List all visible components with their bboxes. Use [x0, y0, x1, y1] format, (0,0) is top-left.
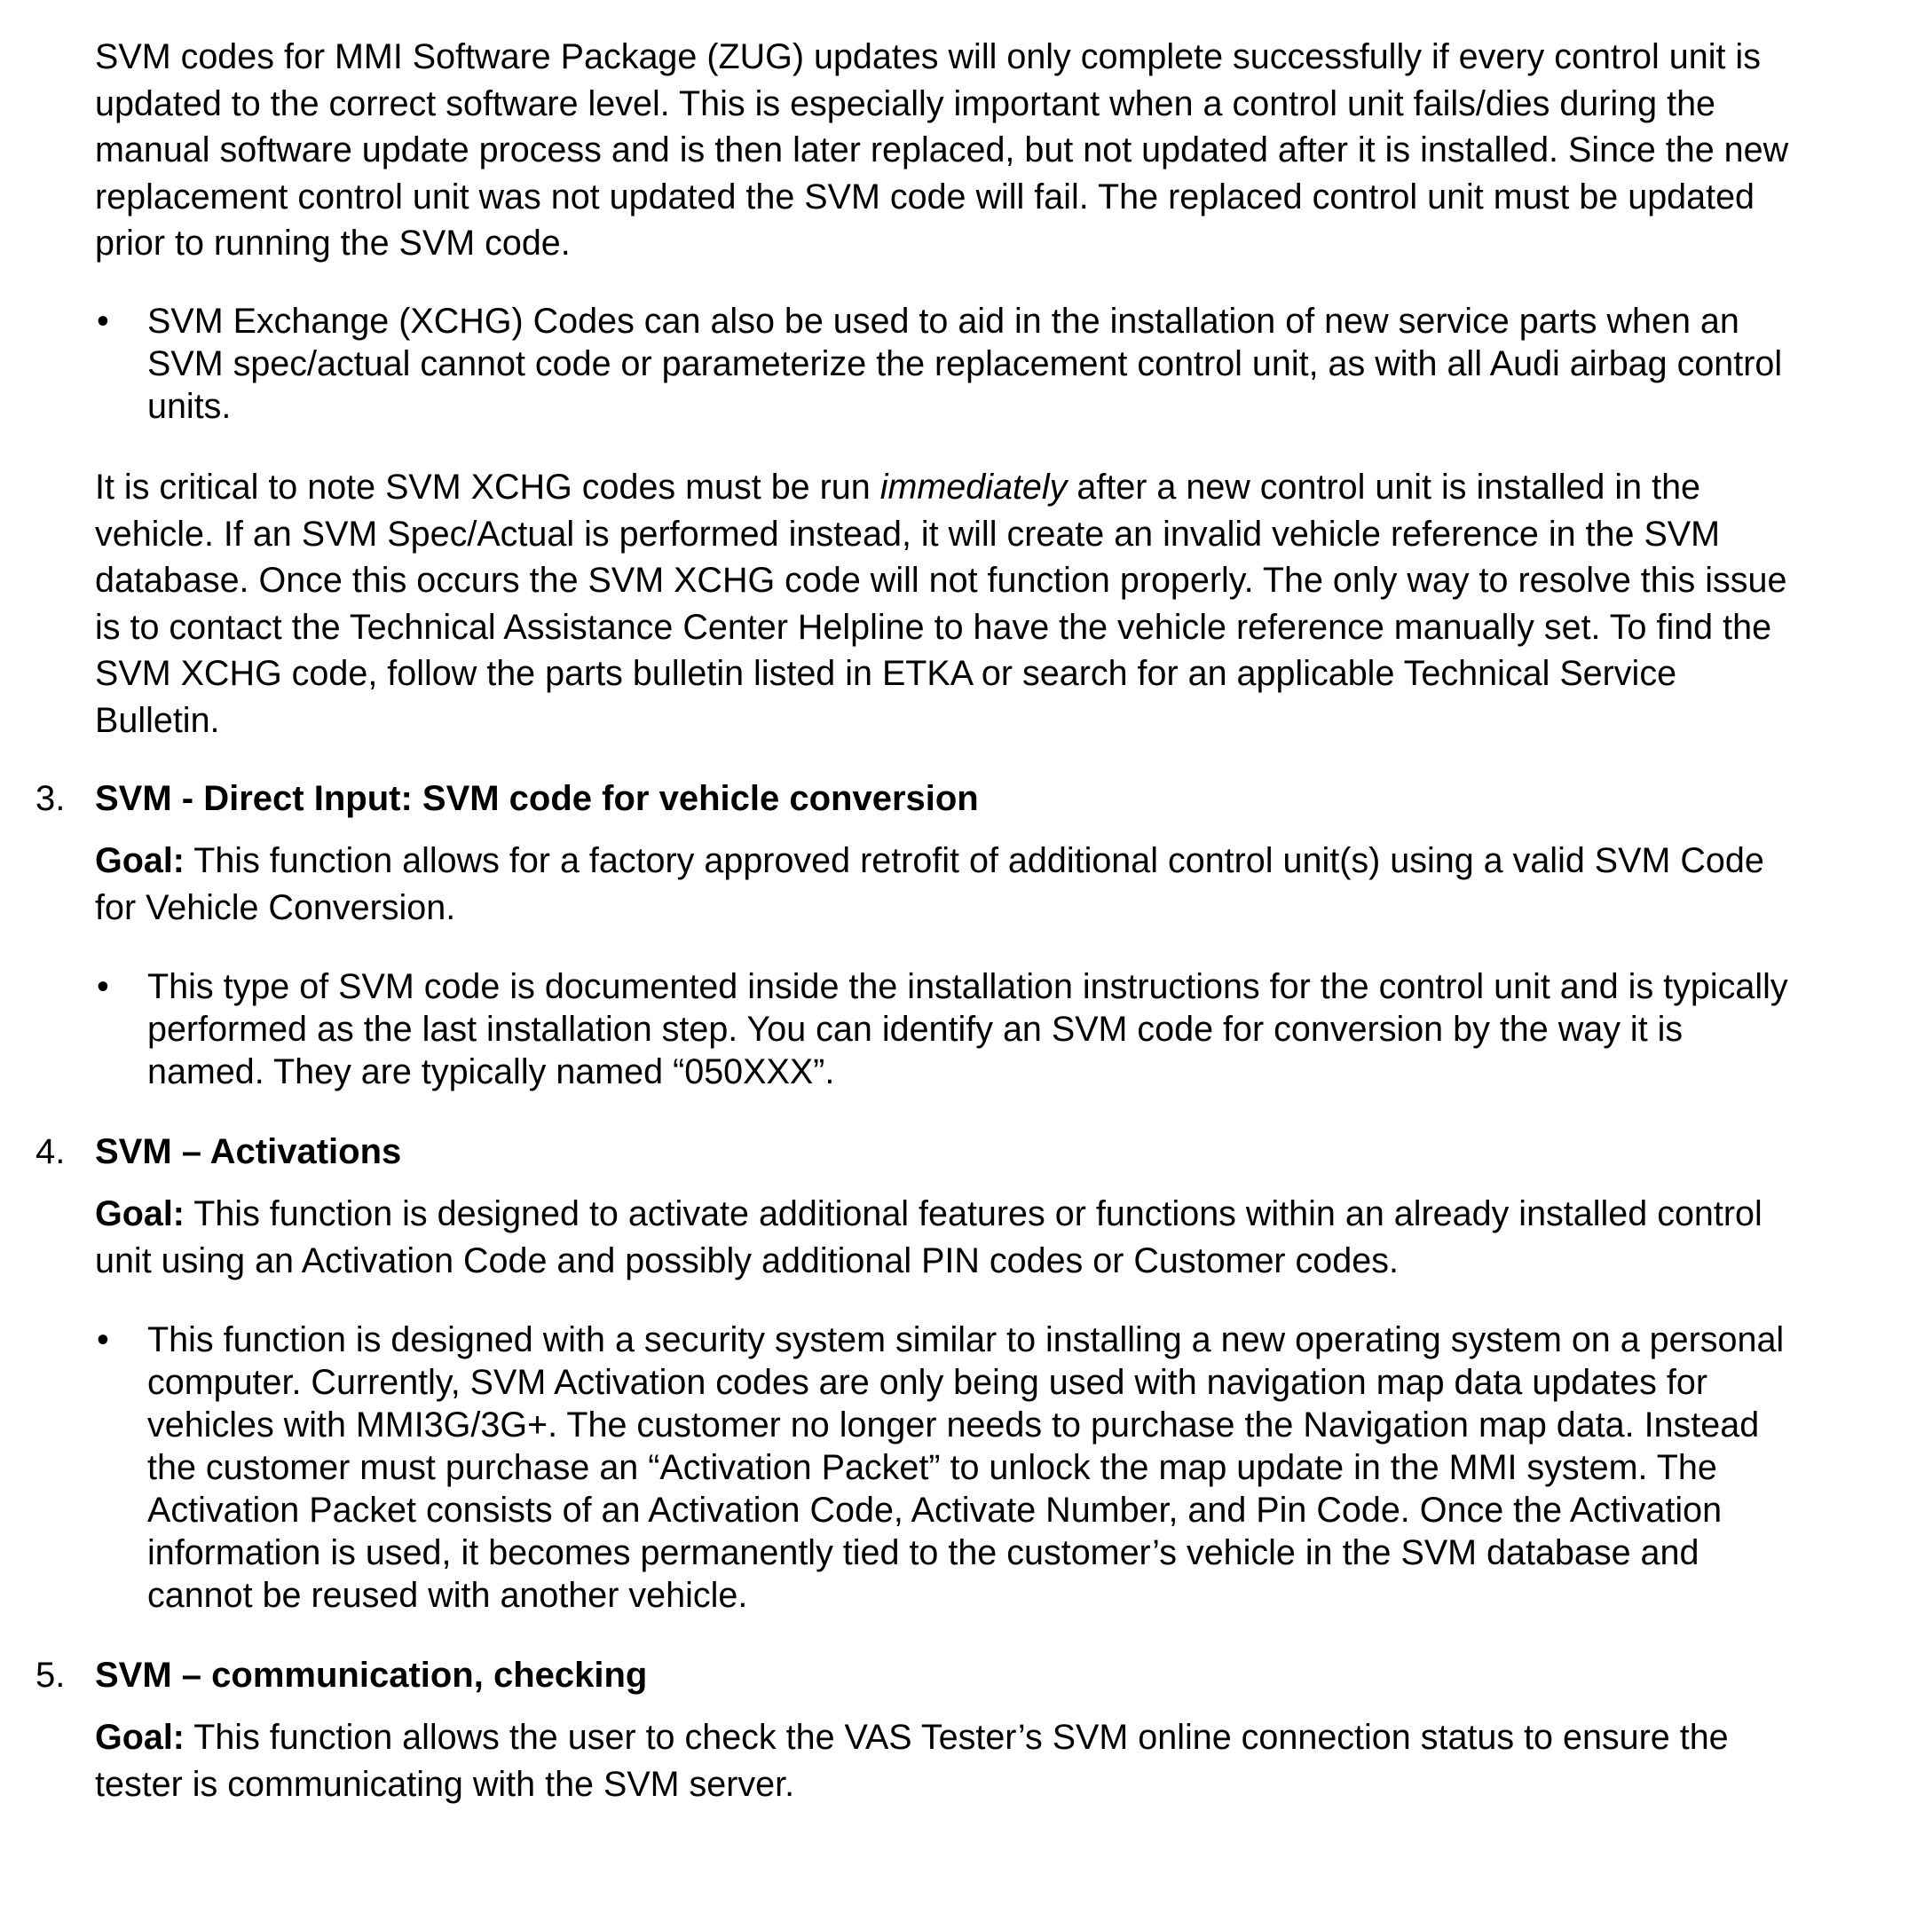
goal-label: Goal: [95, 1194, 185, 1233]
critical-line-start: It is critical to note SVM XCHG codes must be run [95, 468, 880, 507]
intro-line: updated to the correct software level. This is especially important when a control unit fails/dies during the [95, 83, 1716, 123]
goal-text: This function is designed to activate additional features or functions within an already installed control [184, 1194, 1762, 1233]
critical-line: database. Once this occurs the SVM XCHG code will not function properly. The only way to resolve this issue [95, 561, 1787, 600]
bullet-line: SVM spec/actual cannot code or parameterize the replacement control unit, as with all Audi airbag control [147, 344, 1783, 383]
goal-line: unit using an Activation Code and possibly additional PIN codes or Customer codes. [95, 1240, 1399, 1280]
bullet-line: vehicles with MMI3G/3G+. The customer no longer needs to purchase the Navigation map data. Instead [147, 1405, 1760, 1445]
goal-paragraph-communication [95, 1714, 1910, 1807]
goal-label: Goal: [95, 1718, 185, 1757]
bullet-line: This type of SVM code is documented inside the installation instructions for the control unit and is typically [147, 967, 1788, 1006]
bullet-line: This function is designed with a security system similar to installing a new operating system on a personal [147, 1320, 1785, 1359]
activations-bullet-text [147, 1319, 1913, 1617]
bullet-line: the customer must purchase an “Activation Packet” to unlock the map update in the MMI system. The [147, 1448, 1717, 1487]
goal-text: This function allows for a factory approved retrofit of additional control unit(s) using a valid SVM Code [184, 841, 1764, 880]
bullet-icon: • [97, 967, 109, 1006]
bullet-line: computer. Currently, SVM Activation codes are only being used with navigation map data updates for [147, 1363, 1708, 1402]
critical-line: vehicle. If an SVM Spec/Actual is performed instead, it will create an invalid vehicle reference in the SVM [95, 514, 1721, 554]
bullet-line: units. [147, 387, 232, 426]
goal-line [95, 838, 1910, 885]
critical-line-end: after a new control unit is installed in the [1067, 468, 1701, 507]
section-number: 5. [35, 1656, 66, 1695]
section-title: SVM – communication, checking [95, 1656, 648, 1695]
critical-line: is to contact the Technical Assistance Center Helpline to have the vehicle reference manually set. To find the [95, 607, 1772, 647]
section-number: 3. [35, 779, 66, 818]
goal-paragraph-activations [95, 1191, 1910, 1284]
section-title: SVM – Activations [95, 1132, 402, 1171]
bullet-line: performed as the last installation step. You can identify an SVM code for conversion by the way it is [147, 1010, 1684, 1049]
critical-emphasis: immediately [879, 468, 1068, 507]
intro-paragraph [95, 34, 1905, 267]
critical-line [95, 464, 1905, 511]
bullet-line: information is used, it becomes permanently tied to the customer’s vehicle in the SVM database and [147, 1533, 1699, 1572]
intro-line: manual software update process and is then later replaced, but not updated after it is installed. Since the new [95, 130, 1789, 169]
bullet-line: SVM Exchange (XCHG) Codes can also be used to aid in the installation of new service parts when an [147, 302, 1739, 341]
bullet-icon: • [97, 1320, 109, 1359]
goal-paragraph-direct-input [95, 838, 1910, 931]
intro-line: SVM codes for MMI Software Package (ZUG) updates will only complete successfully if every control unit is [95, 37, 1761, 76]
critical-line: SVM XCHG code, follow the parts bulletin listed in ETKA or search for an applicable Technical Service [95, 654, 1677, 693]
section-number: 4. [35, 1132, 66, 1171]
section-title: SVM - Direct Input: SVM code for vehicle conversion [95, 779, 979, 818]
xchg-bullet-text [147, 300, 1913, 428]
goal-text: This function allows the user to check the VAS Tester’s SVM online connection status to ensure the [184, 1718, 1729, 1757]
bullet-line: Activation Packet consists of an Activation Code, Activate Number, and Pin Code. Once the Activation [147, 1491, 1723, 1530]
goal-line [95, 1714, 1910, 1761]
goal-line [95, 1191, 1910, 1238]
bullet-icon: • [97, 302, 109, 341]
intro-line: replacement control unit was not updated the SVM code will fail. The replaced control unit must be updated [95, 177, 1755, 217]
critical-line: Bulletin. [95, 700, 220, 740]
intro-line: prior to running the SVM code. [95, 224, 571, 263]
direct-input-bullet-text [147, 965, 1913, 1093]
bullet-line: cannot be reused with another vehicle. [147, 1576, 748, 1615]
bullet-line: named. They are typically named “050XXX”. [147, 1052, 835, 1091]
goal-label: Goal: [95, 841, 185, 880]
goal-line: for Vehicle Conversion. [95, 887, 456, 927]
critical-paragraph [95, 464, 1905, 744]
goal-line: tester is communicating with the SVM server. [95, 1764, 795, 1804]
